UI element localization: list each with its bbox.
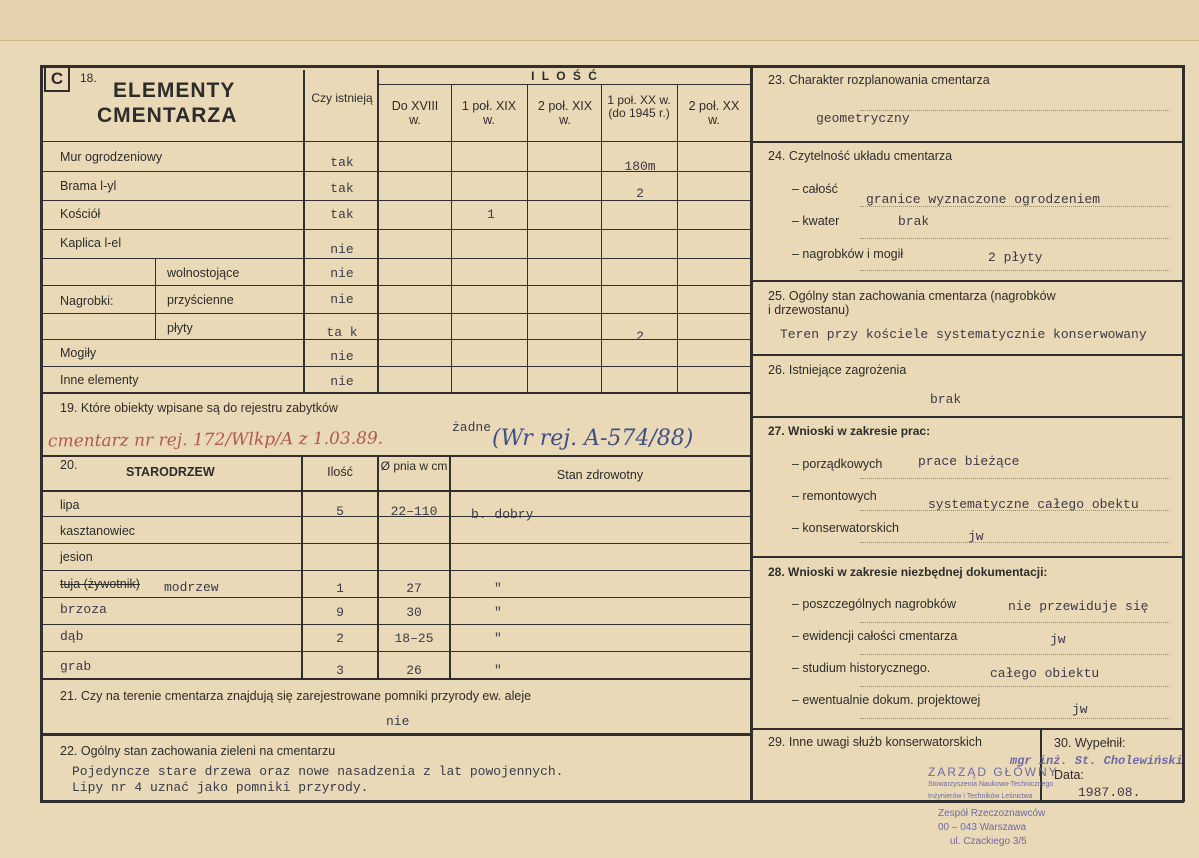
q24-item-label: – kwater [792, 214, 840, 228]
dotted-guide [860, 542, 1170, 543]
tree-name: kasztanowiec [60, 524, 136, 538]
q28-item-label: – ewidencji całości cmentarza [792, 629, 958, 643]
grid-line [451, 84, 452, 392]
q30-filled-by: mgr inż. St. Cholewiński [1010, 754, 1183, 768]
grid-line [40, 624, 752, 625]
grid-line [40, 733, 752, 736]
ilosc-col-header: Ilość [327, 465, 353, 479]
q27-item-label: – porządkowych [792, 457, 883, 471]
q28-item-value: jw [1072, 702, 1088, 717]
institution-stamp-line: ul. Czackiego 3/5 [950, 836, 1027, 847]
dotted-guide [860, 686, 1170, 687]
grid-line [155, 258, 156, 339]
q27-label: 27. Wnioski w zakresie prac: [768, 424, 931, 438]
q21-answer: nie [386, 714, 410, 729]
tree-qty: 9 [336, 605, 344, 620]
tree-diam: 26 [406, 663, 422, 678]
q22-line-1: Pojedyncze stare drzewa oraz nowe nasadzenia z lat powojennych. [72, 764, 564, 779]
q27-item-value: jw [968, 529, 984, 544]
q28-item-label: – studium historycznego. [792, 661, 931, 675]
tree-state: " [494, 605, 502, 620]
grid-line [677, 84, 678, 392]
tree-name: tuja (żywotnik) [60, 577, 140, 591]
element-row-label: Inne elementy [60, 373, 139, 387]
dotted-guide [860, 718, 1170, 719]
tree-diam: 18–25 [394, 631, 434, 646]
q30-label: 30. Wypełnił: [1054, 736, 1126, 750]
q25-answer: Teren przy kościele systematycznie konserwowany [780, 327, 1147, 342]
q24-item-label: – nagrobków i mogił [792, 247, 904, 261]
dotted-guide [860, 622, 1170, 623]
element-exists-value: nie [330, 266, 354, 281]
grid-line [752, 354, 1184, 356]
element-exists-value: nie [330, 292, 354, 307]
grid-line [752, 280, 1184, 282]
period-header-1: 1 poł. XIX w. [461, 99, 517, 127]
tree-diam: 27 [406, 581, 422, 596]
element-row-label: Mur ogrodzeniowy [60, 150, 163, 164]
grid-line [40, 678, 752, 680]
grid-line [40, 366, 752, 367]
q25-label-2: i drzewostanu) [768, 303, 850, 317]
tree-state: " [494, 581, 502, 596]
period-header-2: 2 poł. XIX w. [537, 99, 593, 127]
element-exists-value: nie [330, 242, 354, 257]
institution-stamp-line: ZARZĄD GŁÓWNY [928, 765, 1059, 779]
grid-line [40, 490, 752, 492]
element-row-label: przyścienne [167, 293, 234, 307]
grid-line [601, 84, 602, 392]
grid-line [40, 258, 752, 259]
grid-line [752, 141, 1184, 143]
element-row-label: płyty [167, 321, 193, 335]
tree-state: " [494, 631, 502, 646]
q19-handwritten-register-blue: (Wr rej. A-574/88) [492, 426, 694, 451]
dotted-guide [860, 270, 1170, 271]
tree-qty: 2 [336, 631, 344, 646]
q28-item-label: – poszczególnych nagrobków [792, 597, 956, 611]
grid-line [40, 65, 752, 68]
q19-handwritten-register: cmentarz nr rej. 172/Wlkp/A z 1.03.89. [47, 428, 384, 452]
grid-line [752, 556, 1184, 558]
section-letter-box: C [44, 66, 70, 92]
q24-item-label: – całość [792, 182, 838, 196]
q27-item-label: – konserwatorskich [792, 521, 899, 535]
starodrzew-header: STARODRZEW [126, 465, 215, 479]
q21-label: 21. Czy na terenie cmentarza znajdują się zarejestrowane pomniki przyrody ew. aleje [60, 689, 532, 703]
grid-line [40, 543, 752, 544]
grid-line [40, 229, 752, 230]
pnia-col-header: Ø pnia w cm [380, 459, 448, 473]
section-18-title-2: CMENTARZA [97, 104, 238, 127]
tree-diam: 30 [406, 605, 422, 620]
q19-typed-answer: żadne [452, 420, 492, 435]
grid-line [378, 84, 752, 85]
grid-line [752, 800, 1184, 803]
tree-name: jesion [60, 550, 93, 564]
grid-line [40, 65, 43, 802]
grid-line [40, 570, 752, 571]
grid-line [40, 285, 752, 286]
element-row-label: wolnostojące [167, 266, 240, 280]
grid-line [40, 141, 752, 142]
institution-stamp-line: Stowarzyszenia Naukowo-Technicznego [928, 781, 1054, 788]
element-row-label: Brama l-yl [60, 179, 117, 193]
element-row-label: Kościół [60, 207, 101, 221]
tree-qty: 3 [336, 663, 344, 678]
q27-item-value: prace bieżące [918, 454, 1020, 469]
q30-date-value: 1987.08. [1078, 785, 1141, 800]
grid-line [40, 313, 752, 314]
q26-answer: brak [930, 392, 962, 407]
section-18-title-1: ELEMENTY [113, 79, 236, 102]
q28-item-value: jw [1050, 632, 1066, 647]
q28-item-value: całego obiektu [990, 666, 1100, 681]
q29-label: 29. Inne uwagi służb konserwatorskich [768, 735, 983, 749]
quantity-value: 1 [487, 207, 495, 222]
grid-line [1182, 65, 1185, 802]
element-exists-value: tak [330, 207, 354, 222]
element-exists-value: tak [330, 181, 354, 196]
dotted-guide [860, 654, 1170, 655]
element-row-label: Mogiły [60, 346, 97, 360]
institution-stamp-line: Inżynierów i Techników Leśnictwa [928, 793, 1033, 800]
grid-line [40, 392, 752, 394]
grid-line [40, 800, 752, 803]
grid-line [752, 65, 1184, 68]
stan-col-header: Stan zdrowotny [556, 468, 644, 482]
czy-istnieja-header: Czy istnieją [311, 91, 373, 105]
period-header-0: Do XVIII w. [391, 99, 439, 127]
q26-label: 26. Istniejące zagrożenia [768, 363, 907, 377]
grid-line [750, 65, 753, 802]
element-exists-value: tak [330, 155, 354, 170]
quantity-value: 2 [636, 329, 644, 344]
grid-line [303, 70, 305, 392]
dotted-guide [860, 238, 1170, 239]
grid-line [40, 651, 752, 652]
tree-name: grab [60, 659, 92, 674]
institution-stamp-line: Zespół Rzeczoznawców [938, 808, 1046, 819]
q24-item-value: 2 płyty [988, 250, 1043, 265]
period-header-3: 1 poł. XX w. (do 1945 r.) [607, 93, 671, 121]
ilosc-header: I L O Ś Ć [531, 69, 599, 83]
q25-label-1: 25. Ogólny stan zachowania cmentarza (nagrobków [768, 289, 1056, 303]
element-row-label: Kaplica l-el [60, 236, 122, 250]
q24-label: 24. Czytelność układu cmentarza [768, 149, 953, 163]
q23-answer: geometryczny [816, 111, 910, 126]
element-exists-value: nie [330, 374, 354, 389]
q30-date-label: Data: [1054, 768, 1084, 782]
section-18-number: 18. [80, 71, 97, 85]
q28-item-label: – ewentualnie dokum. projektowej [792, 693, 981, 707]
q22-label: 22. Ogólny stan zachowania zieleni na cmentarzu [60, 744, 336, 758]
tree-name: lipa [60, 498, 80, 512]
institution-stamp-line: 00 – 043 Warszawa [938, 822, 1027, 833]
element-exists-value: nie [330, 349, 354, 364]
grid-line [40, 455, 752, 457]
q24-item-value: granice wyznaczone ogrodzeniem [866, 192, 1101, 207]
q27-item-label: – remontowych [792, 489, 877, 503]
tree-name: dąb [60, 629, 84, 644]
tree-qty: 5 [336, 504, 344, 519]
tree-name: brzoza [60, 602, 107, 617]
grid-line [377, 70, 379, 392]
dotted-guide [860, 478, 1170, 479]
tree-diam: 22–110 [390, 504, 438, 519]
q22-line-2: Lipy nr 4 uznać jako pomniki przyrody. [72, 780, 369, 795]
q27-item-value: systematyczne całego obektu [928, 497, 1139, 512]
q19-label: 19. Które obiekty wpisane są do rejestru zabytków [60, 401, 338, 415]
quantity-value: 2 [636, 186, 644, 201]
q20-number: 20. [60, 458, 78, 472]
tree-state: b. dobry [471, 507, 534, 522]
top-paper-strip [0, 0, 1199, 41]
q28-item-value: nie przewiduje się [1008, 599, 1149, 614]
element-exists-value: ta k [326, 325, 358, 340]
quantity-value: 180m [624, 159, 656, 174]
grid-line [40, 597, 752, 598]
tree-name-typed: modrzew [164, 580, 219, 595]
nagrobki-label: Nagrobki: [60, 294, 114, 308]
grid-line [752, 416, 1184, 418]
q28-label: 28. Wnioski w zakresie niezbędnej dokumentacji: [768, 565, 1048, 579]
q24-item-value: brak [898, 214, 930, 229]
period-header-4: 2 poł. XX w. [688, 99, 740, 127]
grid-line [527, 84, 528, 392]
tree-state: " [494, 663, 502, 678]
tree-qty: 1 [336, 581, 344, 596]
grid-line [752, 728, 1184, 730]
q23-label: 23. Charakter rozplanowania cmentarza [768, 73, 990, 87]
